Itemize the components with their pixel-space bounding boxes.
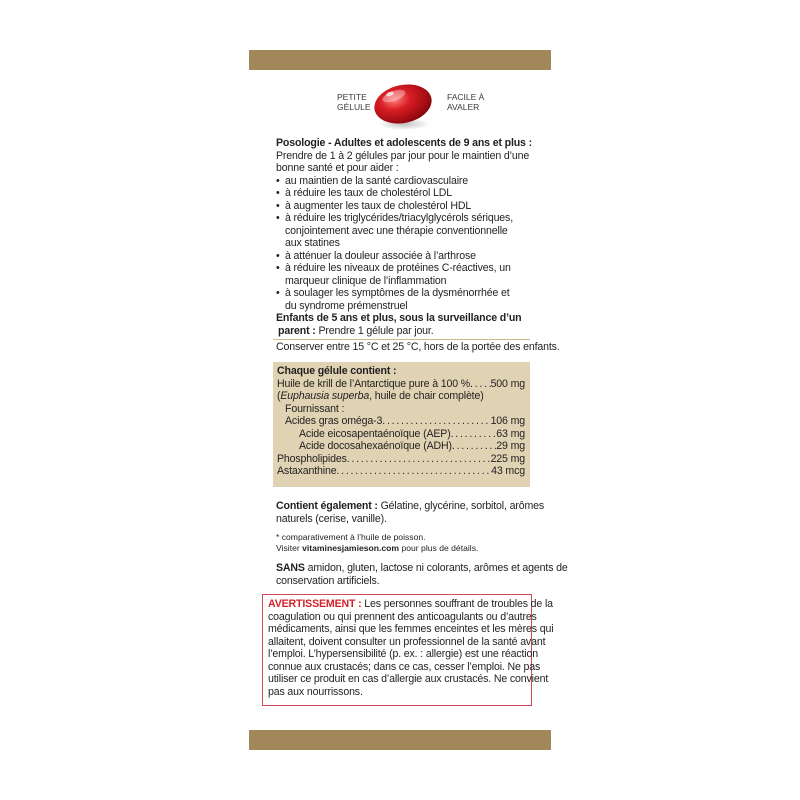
ingredient-amount: 43 mcg	[491, 465, 525, 477]
also-contains-line: naturels (cerise, vanille).	[276, 512, 387, 525]
warning-line: allaitent, doivent consulter un professionnel de la santé avant	[268, 635, 546, 648]
warning-title: AVERTISSEMENT :	[268, 598, 362, 610]
main-ingredient-row	[277, 378, 525, 391]
also-contains-text: Gélatine, glycérine, sorbitol, arômes	[377, 500, 545, 512]
capsule-right-label-line: AVALER	[447, 102, 480, 112]
also-contains-section	[276, 500, 544, 525]
ingredients-heading: Chaque gélule contient :	[277, 365, 397, 377]
leader-dots	[452, 440, 496, 453]
species-name: Euphausia superba	[280, 390, 370, 402]
ingredient-amount: 63 mg	[496, 427, 525, 440]
benefits-list	[276, 175, 536, 313]
ingredient-source	[277, 390, 525, 403]
bottom-gold-band	[249, 730, 551, 750]
footnote-details: pour plus de détails.	[399, 542, 479, 553]
warning-line: connue aux crustacés; dans ce cas, cesser l’emploi. Ne pas	[268, 660, 541, 673]
leader-dots	[336, 465, 491, 478]
warning-box	[262, 594, 554, 706]
providing-label: Fournissant :	[285, 402, 345, 415]
ingredient-name: Acides gras oméga-3	[285, 415, 383, 427]
dosage-intro-line: Prendre de 1 à 2 gélules par jour pour le maintien d’une	[276, 149, 530, 162]
warning-text: Les personnes souffrant de troubles de la	[361, 598, 553, 610]
benefit-line: • à réduire les niveaux de protéines C-réactives, un	[285, 262, 511, 274]
dosage-section	[276, 137, 536, 337]
capsule-right-label	[447, 92, 484, 112]
benefit-line: • au maintien de la santé cardiovasculaire	[285, 174, 469, 187]
source-detail: , huile de chair complète)	[369, 390, 484, 402]
children-dosage-heading: Enfants de 5 ans et plus, sous la surveillance d’un	[276, 312, 522, 324]
ingredient-name: Phospholipides	[277, 452, 347, 465]
ingredient-row	[277, 440, 525, 453]
benefit-line: marqueur clinique de l’inflammation	[285, 274, 447, 287]
ingredient-row	[277, 465, 525, 478]
capsule-right-label-line: FACILE À	[447, 92, 485, 102]
ingredient-rows	[277, 415, 525, 478]
capsule-left-label-line: GÉLULE	[337, 102, 371, 112]
leader-dots	[347, 453, 491, 466]
ingredient-amount: 29 mg	[496, 440, 525, 452]
footnote-section	[276, 532, 478, 553]
leader-dots	[382, 415, 490, 428]
benefit-line: du syndrome prémenstruel	[285, 299, 408, 312]
leader-dots	[451, 428, 497, 441]
warning-line: coagulation ou qui prennent des anticoagulants ou d’autres	[268, 610, 537, 623]
also-contains-line	[276, 500, 544, 513]
benefit-line: • à réduire les triglycérides/triacylglycérols sériques,	[285, 212, 513, 224]
top-gold-band	[249, 50, 551, 70]
free-from-section	[276, 562, 568, 587]
benefit-item	[276, 200, 536, 213]
ingredient-name: Acide eicosapentaénoïque (AEP)	[299, 427, 451, 440]
website-link[interactable]: vitaminesjamieson.com	[302, 542, 400, 553]
softgel-capsule-image	[368, 80, 438, 132]
leader-dots	[470, 378, 491, 391]
warning-line: l’emploi. L’hypersensibilité (p. ex. : allergie) est une réaction	[268, 648, 538, 660]
benefit-line: • à réduire les taux de cholestérol LDL	[285, 187, 452, 199]
benefit-item	[276, 187, 536, 200]
free-from-heading: SANS	[276, 562, 305, 574]
benefit-line: • à atténuer la douleur associée à l’arthrose	[285, 249, 476, 262]
children-dosage-line	[276, 325, 536, 338]
ingredients-box	[273, 362, 530, 487]
benefit-line: • à soulager les symptômes de la dysménorrhée et	[285, 287, 510, 299]
dosage-heading: Posologie - Adultes et adolescents de 9 ans et plus :	[276, 137, 532, 149]
benefit-item	[276, 287, 536, 312]
main-ingredient-label: Huile de krill de l’Antarctique pure à 100 %	[277, 377, 471, 390]
also-contains-heading: Contient également :	[276, 500, 378, 512]
ingredients-content	[277, 365, 525, 478]
benefit-line: • à augmenter les taux de cholestérol HDL	[285, 199, 472, 212]
capsule-left-label	[337, 92, 371, 112]
benefit-line: aux statines	[285, 237, 340, 249]
footnote-visit: Visiter	[276, 542, 303, 553]
ingredient-name: Acide docosahexaénoïque (ADH)	[299, 440, 452, 452]
main-ingredient-amount: 500 mg	[490, 377, 525, 390]
footnote-line	[276, 543, 478, 554]
dosage-intro-line: bonne santé et pour aider :	[276, 162, 399, 174]
children-dosage-text: Prendre 1 gélule par jour.	[315, 324, 434, 337]
ingredient-row	[277, 453, 525, 466]
free-from-line: conservation artificiels.	[276, 574, 380, 587]
benefit-item	[276, 250, 536, 263]
benefit-item	[276, 262, 536, 287]
footnote-line: * comparativement à l’huile de poisson.	[276, 532, 426, 542]
benefit-item	[276, 212, 536, 250]
warning-line: pas aux nourrissons.	[268, 685, 363, 698]
free-from-line	[276, 562, 568, 575]
ingredient-name: Astaxanthine	[277, 465, 337, 477]
source-paren: (	[277, 390, 281, 402]
ingredient-amount: 106 mg	[490, 415, 525, 427]
children-dosage-heading-end: parent :	[278, 324, 316, 337]
benefit-line: conjointement avec une thérapie conventionnelle	[285, 224, 508, 237]
ingredient-amount: 225 mg	[490, 452, 525, 465]
warning-first-line	[268, 598, 553, 611]
storage-note: Conserver entre 15 °C et 25 °C, hors de la portée des enfants.	[276, 341, 560, 353]
ingredient-row	[277, 428, 525, 441]
free-from-text: amidon, gluten, lactose ni colorants, arômes et agents de	[304, 562, 568, 574]
ingredient-row	[277, 415, 525, 428]
warning-line: médicaments, ainsi que les femmes enceintes et les mères qui	[268, 623, 554, 635]
warning-line: utiliser ce produit en cas d’allergie aux crustacés. Ne convient	[268, 673, 549, 685]
benefit-item	[276, 175, 536, 188]
capsule-left-label-line: PETITE	[337, 92, 367, 102]
section-divider	[273, 339, 530, 340]
